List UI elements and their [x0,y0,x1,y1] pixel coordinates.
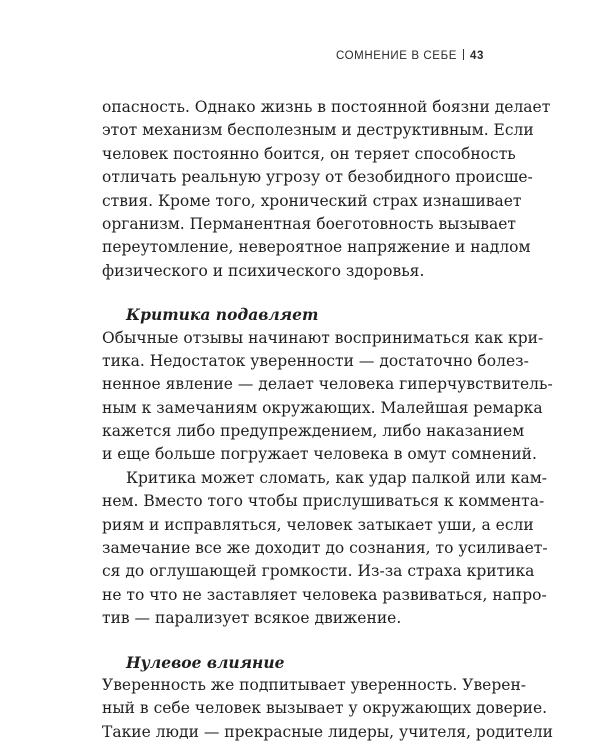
text-line: не то что не заставляет человека развиваться, напро- [102,585,547,604]
text-line: отличать реальную угрозу от безобидного происше- [102,168,533,187]
text-line: ствия. Кроме того, хронический страх изнашивает [102,191,522,210]
text-line: ся до оглушающей громкости. Из-за страха критика [102,562,535,581]
text-line: организм. Перманентная боеготовность вызывает [102,214,517,233]
text-line: Уверенность же подпитывает уверенность. Уверен- [102,675,527,694]
text-line: кажется либо предупреждением, либо наказанием [102,422,525,441]
text-line: физического и психического здоровья. [102,261,425,280]
text-line: тика. Недостаток уверенности — достаточно болез- [102,351,529,370]
text-line: Такие люди — прекрасные лидеры, учителя, родители [102,722,553,741]
paragraph-continuation [102,96,551,283]
text-line: ным к замечаниям окружающих. Малейшая ремарка [102,398,543,417]
header-separator [463,49,464,60]
text-line: Критика может сломать, как удар палкой или кам- [126,468,548,487]
text-line: Обычные отзывы начинают восприниматься как кри- [102,328,544,347]
section-heading-criticism: Критика подавляет [126,305,319,325]
paragraph-criticism-1 [102,327,553,467]
paragraph-criticism-2 [102,467,548,631]
text-line: ненное явление — делает человека гиперчувствитель- [102,375,553,394]
text-line: опасность. Однако жизнь в постоянной боязни делает [102,98,551,116]
running-head [336,49,484,62]
body-text [102,96,553,744]
section-heading-zero-influence: Нулевое влияние [126,652,285,672]
text-line: замечание все же доходит до сознания, то усиливает- [102,539,548,558]
page-number: 43 [470,50,484,62]
text-line: человек постоянно боится, он теряет способность [102,144,516,163]
chapter-title: СОМНЕНИЕ В СЕБЕ [335,50,457,62]
text-line: переутомление, невероятное напряжение и надлом [102,238,531,257]
text-line: риям и исправляться, человек затыкает уши, а если [102,515,534,534]
text-line: этот механизм бесполезным и деструктивным. Если [102,121,534,140]
text-line: ный в себе человек вызывает у окружающих доверие. [102,699,548,718]
paragraph-zero-influence [102,674,553,744]
text-line: тив — парализует всякое движение. [102,609,402,628]
text-line: и еще больше погружает человека в омут сомнений. [102,445,537,464]
text-line: нем. Вместо того чтобы прислушиваться к коммента- [102,492,545,511]
